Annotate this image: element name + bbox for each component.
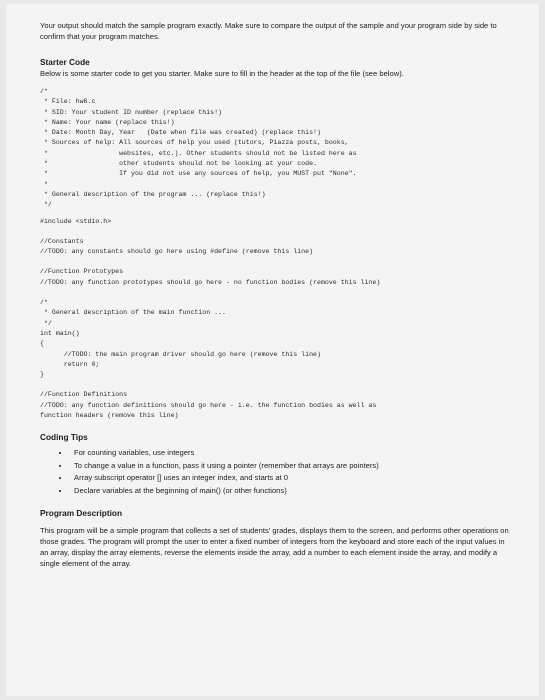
program-description-text: This program will be a simple program that collects a set of students' grades, displays them to the screen, and performs other operations on those grades. The program will prompt the user to enter a fixed number of integers from the keyboard and store each of the input values in an array, display the array elements, reverse the elements inside the array, add a number to each element inside the array, and modify a single element of the array. bbox=[40, 526, 509, 569]
code-block bbox=[40, 87, 513, 421]
code-line: { bbox=[40, 340, 44, 348]
code-line: * Name: Your name (replace this!) bbox=[40, 118, 175, 126]
code-line: //Constants bbox=[40, 237, 84, 245]
code-line: * bbox=[40, 180, 48, 188]
list-item: • For counting variables, use integers bbox=[70, 447, 513, 460]
code-line: * If you did not use any sources of help, you MUST put "None". bbox=[40, 170, 357, 178]
code-line: function headers (remove this line) bbox=[40, 412, 179, 420]
code-line: * Date: Month Day, Year (Date when file was created) (replace this!) bbox=[40, 129, 321, 137]
code-prototypes-section bbox=[40, 267, 513, 288]
coding-tips-section bbox=[40, 431, 513, 497]
coding-tips-heading: Coding Tips bbox=[40, 432, 88, 443]
code-main-section bbox=[40, 298, 513, 380]
code-line: * File: hw6.c bbox=[40, 98, 96, 106]
code-line: * other students should not be looking at your code. bbox=[40, 160, 317, 168]
code-line: //TODO: the main program driver should go here (remove this line) bbox=[40, 350, 321, 358]
document-page bbox=[6, 4, 539, 696]
code-line: * Sources of help: All sources of help you used (tutors, Piazza posts, books, bbox=[40, 139, 349, 147]
list-item: • Declare variables at the beginning of main() (or other functions) bbox=[70, 485, 513, 498]
code-line: * websites, etc.). Other students should not be listed here as bbox=[40, 149, 357, 157]
code-line: * General description of the main function ... bbox=[40, 309, 226, 317]
code-line: //TODO: any constants should go here using #define (remove this line) bbox=[40, 248, 314, 256]
coding-tips-list bbox=[40, 447, 513, 497]
code-line: /* bbox=[40, 299, 48, 307]
code-line: return 0; bbox=[40, 360, 100, 368]
code-line: } bbox=[40, 371, 44, 379]
code-include-line: #include <stdio.h> bbox=[40, 217, 112, 225]
code-line: /* bbox=[40, 88, 48, 95]
list-item: • To change a value in a function, pass it using a pointer (remember that arrays are pointers) bbox=[70, 460, 513, 473]
code-definitions-section bbox=[40, 390, 513, 421]
list-item: • Array subscript operator [] uses an integer index, and starts at 0 bbox=[70, 472, 513, 485]
code-header-comment bbox=[40, 87, 513, 211]
program-description-heading: Program Description bbox=[40, 508, 123, 519]
code-line: //TODO: any function definitions should go here - i.e. the function bodies as well as bbox=[40, 401, 377, 409]
code-constants-section bbox=[40, 237, 513, 258]
code-line: * SID: Your student ID number (replace this!) bbox=[40, 108, 223, 116]
code-line: //Function Prototypes bbox=[40, 268, 124, 276]
program-description-section bbox=[40, 507, 513, 569]
intro-paragraph: Your output should match the sample program exactly. Make sure to compare the output of the sample and your program side by side to confirm that your program matches. bbox=[40, 21, 497, 41]
starter-code-text: Below is some starter code to get you starter. Make sure to fill in the header at the top of the file (see below). bbox=[40, 69, 404, 78]
code-line: * General description of the program ... (replace this!) bbox=[40, 190, 266, 198]
code-line: */ bbox=[40, 201, 52, 209]
code-line: //TODO: any function prototypes should go here - no function bodies (remove this line) bbox=[40, 278, 381, 286]
starter-code-heading: Starter Code bbox=[40, 57, 90, 67]
code-line: //Function Definitions bbox=[40, 391, 128, 399]
code-line: */ bbox=[40, 319, 52, 327]
code-line: int main() bbox=[40, 329, 80, 337]
